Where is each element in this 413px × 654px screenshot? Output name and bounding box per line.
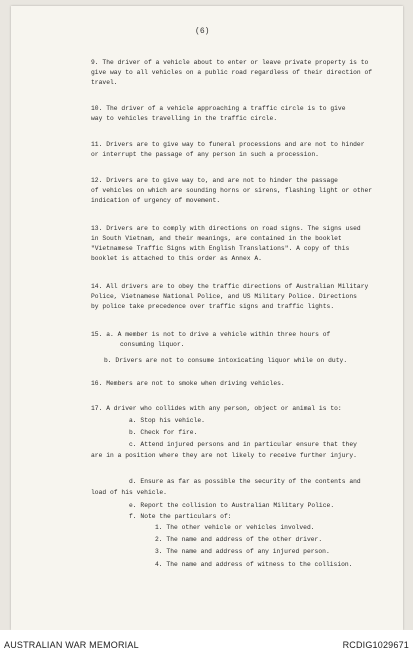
text-line: 4. The name and address of witness to the collision. xyxy=(155,561,353,568)
text-line: 3. The name and address of any injured person. xyxy=(155,548,330,555)
text-line: 2. The name and address of the other driver. xyxy=(155,536,323,543)
text-line: 9. The driver of a vehicle about to enter or leave private property is to xyxy=(91,59,369,66)
text-line: are in a position where they are not likely to receive further injury. xyxy=(91,452,357,459)
text-line: load of his vehicle. xyxy=(91,489,167,496)
text-line: 16. Members are not to smoke when driving vehicles. xyxy=(91,380,285,387)
text-line: travel. xyxy=(91,79,118,86)
text-line: 10. The driver of a vehicle approaching a traffic circle is to give xyxy=(91,105,346,112)
text-line: f. Note the particulars of: xyxy=(129,513,232,520)
text-line: of vehicles on which are sounding horns or sirens, flashing light or other xyxy=(91,187,373,194)
text-line: 12. Drivers are to give way to, and are not to hinder the passage xyxy=(91,177,338,184)
text-line: "Vietnamese Traffic Signs with English Translations". A copy of this xyxy=(91,245,350,252)
footer-bar xyxy=(0,630,413,654)
text-line: c. Attend injured persons and in particular ensure that they xyxy=(129,441,357,448)
text-line: 11. Drivers are to give way to funeral processions and are not to hinder xyxy=(91,141,365,148)
footer-record-id: RCDIG1029671 xyxy=(342,640,409,650)
text-line: indication of urgency of movement. xyxy=(91,197,221,204)
footer-source: AUSTRALIAN WAR MEMORIAL xyxy=(4,640,139,650)
text-line: booklet is attached to this order as Annex A. xyxy=(91,255,262,262)
page-number: (6) xyxy=(195,27,210,36)
text-line: b. Drivers are not to consume intoxicating liquor while on duty. xyxy=(104,357,348,364)
text-line: way to vehicles travelling in the traffic circle. xyxy=(91,115,278,122)
text-line: or interrupt the passage of any person in such a procession. xyxy=(91,151,319,158)
text-line: 13. Drivers are to comply with directions on road signs. The signs used xyxy=(91,225,361,232)
text-line: b. Check for fire. xyxy=(129,429,198,436)
text-line: consuming liquor. xyxy=(120,341,185,348)
text-line: in South Vietnam, and their meanings, are contained in the booklet xyxy=(91,235,342,242)
text-line: give way to all vehicles on a public road regardless of their direction of xyxy=(91,69,373,76)
text-line: e. Report the collision to Australian Military Police. xyxy=(129,502,335,509)
text-line: d. Ensure as far as possible the security of the contents and xyxy=(129,478,361,485)
text-line: by police take precedence over traffic signs and traffic lights. xyxy=(91,303,335,310)
text-line: 14. All drivers are to obey the traffic directions of Australian Military xyxy=(91,283,369,290)
text-line: 1. The other vehicle or vehicles involved. xyxy=(155,524,315,531)
text-line: 17. A driver who collides with any person, object or animal is to: xyxy=(91,405,342,412)
text-line: Police, Vietnamese National Police, and US Military Police. Directions xyxy=(91,293,357,300)
text-line: 15. a. A member is not to drive a vehicle within three hours of xyxy=(91,331,331,338)
text-line: a. Stop his vehicle. xyxy=(129,417,205,424)
